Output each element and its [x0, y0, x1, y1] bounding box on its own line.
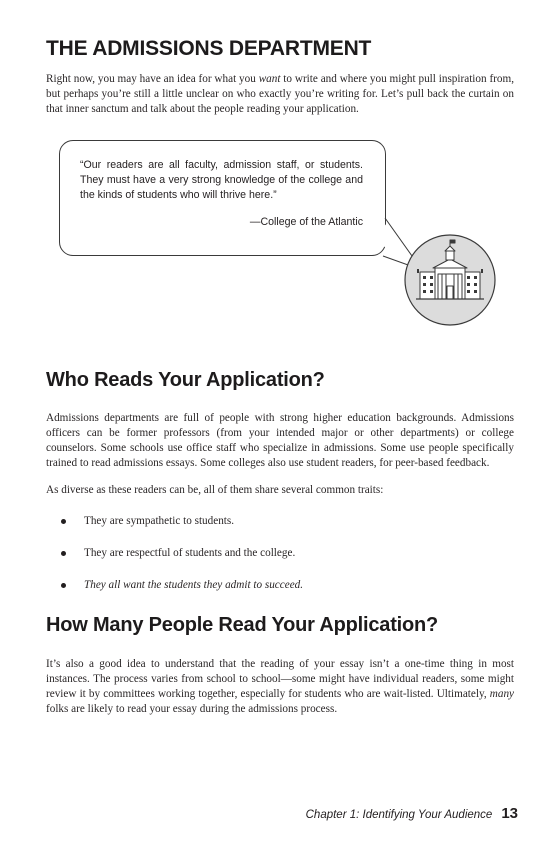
how-many-text-a: It’s also a good idea to understand that the reading of your essay isn’t a one-time thing in most instances. The process varies from school to school—some might have individual readers, some might review it by committees working together, especially for students who are wait-listed. Ultimately, — [46, 658, 514, 700]
page-number: 13 — [501, 805, 518, 822]
list-item — [46, 514, 506, 529]
chapter-title: Chapter 1: Identifying Your Audience — [305, 809, 493, 821]
list-item-text: They are respectful of students and the college. — [84, 547, 296, 559]
how-many-emphasis: many — [489, 688, 514, 700]
page-footer — [306, 805, 518, 823]
quote-text: “Our readers are all faculty, admission staff, or students. They must have a very strong knowledge of the college and the kinds of students who will thrive here.” — [80, 159, 363, 201]
section-heading-how-many: How Many People Read Your Application? — [46, 614, 439, 636]
how-many-text-b: folks are likely to read your essay during the admissions process. — [46, 703, 338, 715]
list-item — [46, 578, 506, 593]
list-item-text: They all want the students they admit to succeed. — [84, 579, 304, 591]
list-item — [46, 546, 506, 561]
bullet-icon — [61, 583, 66, 588]
college-building-icon — [404, 234, 496, 326]
quote-attribution: —College of the Atlantic — [249, 216, 363, 228]
intro-text-b: to write and where you might pull inspiration from, but perhaps you’re still a little unclear on who exactly you’re writing for. Let’s pull back the curtain on that inner sanctum and talk about the people reading your application. — [46, 73, 515, 115]
traits-lead-text: As diverse as these readers can be, all of them share several common traits: — [46, 484, 384, 496]
list-item-text: They are sympathetic to students. — [84, 515, 235, 527]
section-who-reads-paragraph: Admissions departments are full of people with strong higher education backgrounds. Admissions officers can be former professors (from your intended major or other departments) or college counselors. Some schools use office staff who specialize in admissions. Some use people specifically trained to read admissions essays. Some colleges also use student readers, for peer-based feedback. — [46, 412, 514, 469]
page-title: THE ADMISSIONS DEPARTMENT — [46, 37, 372, 60]
bullet-icon — [61, 519, 66, 524]
intro-text-a: Right now, you may have an idea for what you — [46, 73, 259, 85]
traits-list — [46, 514, 506, 610]
section-how-many-paragraph — [46, 657, 514, 717]
intro-paragraph — [46, 72, 514, 117]
intro-emphasis: want — [258, 73, 281, 85]
bullet-icon — [61, 551, 66, 556]
section-heading-who-reads: Who Reads Your Application? — [46, 369, 325, 391]
